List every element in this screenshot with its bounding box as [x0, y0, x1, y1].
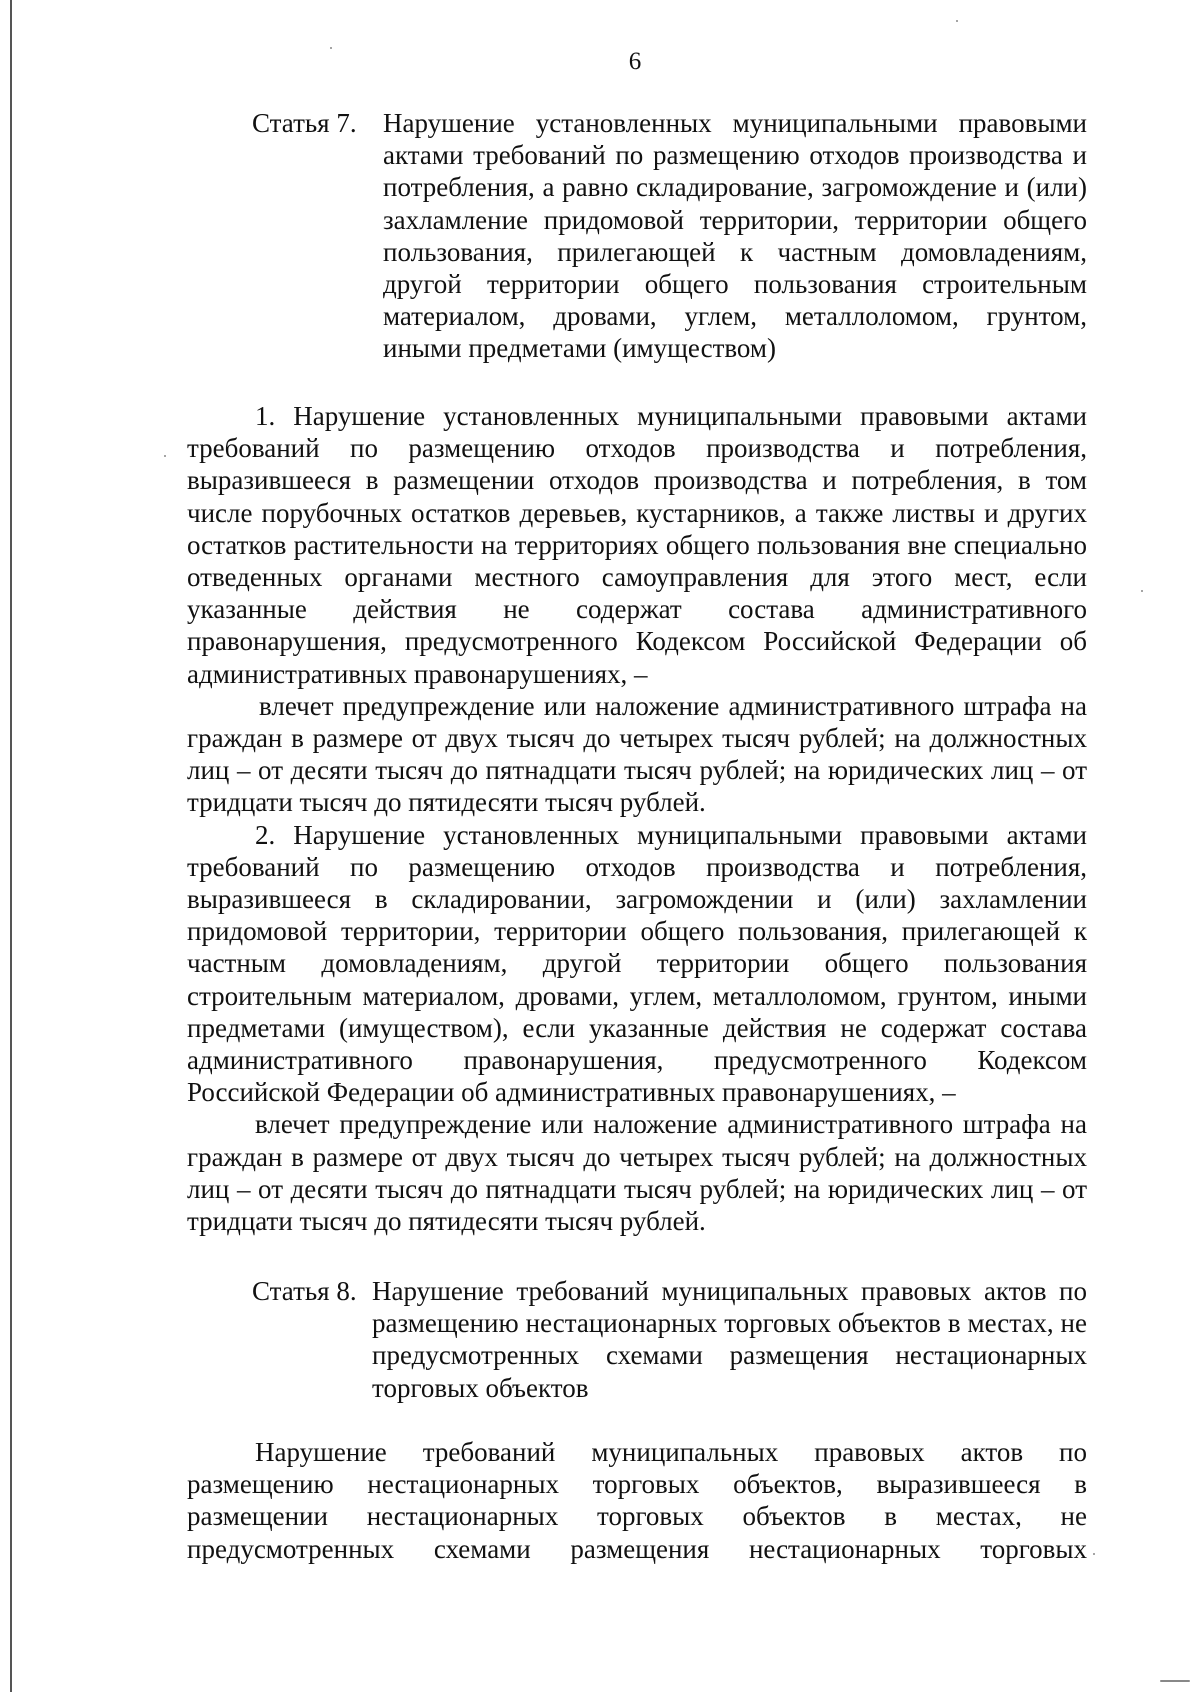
scan-edge-line [10, 0, 12, 1692]
scan-dust [164, 455, 166, 457]
article-7-penalty-1: влечет предупреждение или наложение административного штрафа на граждан в размере от двух тысяч до четырех тысяч рублей; на должностных лиц – от десяти тысяч до пятнадцати тысяч рублей; на юридических лиц – от тридцати тысяч до пятидесяти тысяч рублей. [187, 690, 1087, 818]
scan-dust [330, 47, 332, 49]
page-number: 6 [628, 48, 642, 75]
scan-dust [1141, 590, 1143, 592]
scan-dust [1093, 1553, 1095, 1555]
article-7-penalty-2: влечет предупреждение или наложение административного штрафа на граждан в размере от двух тысяч до четырех тысяч рублей; на должностных лиц – от десяти тысяч до пятнадцати тысяч рублей; на юридических лиц – от тридцати тысяч до пятидесяти тысяч рублей. [187, 1109, 1087, 1237]
article-8-title: Нарушение требований муниципальных правовых актов по размещению нестационарных торговых объектов в местах, не предусмотренных схемами размещения нестационарных торговых объектов [372, 1276, 1087, 1403]
article-7-body [187, 400, 1087, 1237]
article-7-title: Нарушение установленных муниципальными правовыми актами требований по размещению отходов производства и потребления, а равно складирование, загромождение и (или) захламление придомовой территории, территории общего пользования, прилегающей к частным домовладениям, другой территории общего пользования строительным материалом, дровами, углем, металлоломом, грунтом, иными предметами (имуществом) [383, 108, 1087, 364]
article-8-heading [252, 1275, 1087, 1407]
scan-dust [956, 20, 958, 22]
article-8-prefix: Статья 8. [252, 1276, 357, 1306]
article-7-part-1: 1. Нарушение установленных муниципальными правовыми актами требований по размещению отходов производства и потребления, выразившееся в размещении отходов производства и потребления, в том числе порубочных остатков деревьев, кустарников, а также листвы и других остатков растительности на территориях общего пользования вне специально отведенных органами местного самоуправления для этого мест, если указанные действия не содержат состава административного правонарушения, предусмотренного Кодексом Российской Федерации об административных правонарушениях, – [187, 401, 1087, 689]
article-7-heading [252, 107, 1087, 369]
article-7-prefix: Статья 7. [252, 108, 357, 138]
scan-dust [1160, 1680, 1190, 1682]
article-7-part-2: 2. Нарушение установленных муниципальными правовыми актами требований по размещению отходов производства и потребления, выразившееся в складировании, загромождении и (или) захламлении придомовой территории, территории общего пользования, прилегающей к частным домовладениям, другой территории общего пользования строительным материалом, дровами, углем, металлоломом, грунтом, иными предметами (имуществом), если указанные действия не содержат состава административного правонарушения, предусмотренного Кодексом Российской Федерации об административных правонарушениях, – [187, 819, 1087, 1108]
article-8-paragraph: Нарушение требований муниципальных правовых актов по размещению нестационарных торговых объектов, выразившееся в размещении нестационарных торговых объектов в местах, не предусмотренных схемами размещения нестационарных торговых [187, 1437, 1087, 1564]
article-8-body [187, 1436, 1087, 1565]
